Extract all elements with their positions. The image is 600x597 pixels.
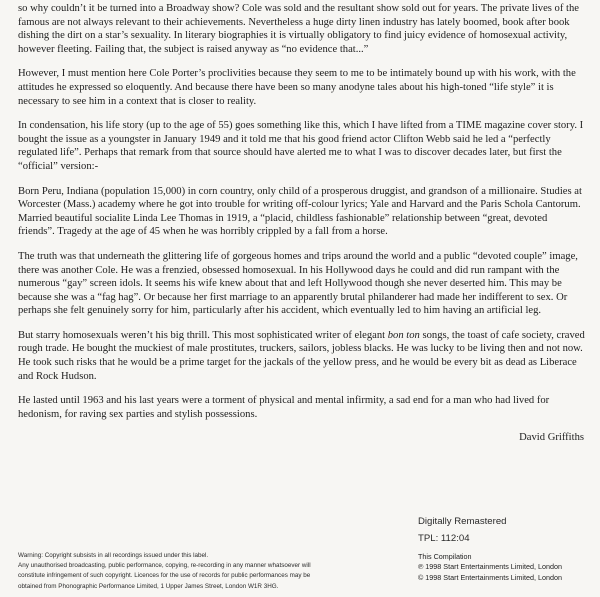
catalogue-number: TPL: 112:04 — [418, 533, 470, 544]
essay-paragraph-5: The truth was that underneath the glittering life of gorgeous homes and trips around the world and a public “devoted couple” image, there was another Cole. He was a frenzied, obsessed homosexual. In his Hollywood days he could and did run rampant with the numerous “gay” screen idols. It seems his wife knew about that and left Hollywood though she never deserted him. This may be because she was a “fag hag”. Or because her first marriage to an apparently brutal philanderer had made her indifferent to sex. Or perhaps she felt genuinely sorry for him, particularly after his accident, which eventually led to him having an artificial leg. — [18, 250, 578, 317]
essay-paragraph-3: In condensation, his life story (up to the age of 55) goes something like this, which I have lifted from a TIME magazine cover story. I bought the issue as a youngster in January 1949 and it told me that his good friend actor Clifton Webb said he led a “perfectly regulated life”. Perhaps that remark from that source should have alerted me to what I was to discover decades later, but first the “official” version:- — [18, 120, 584, 172]
author-signature: David Griffiths — [519, 432, 584, 443]
liner-notes-essay — [18, 2, 586, 432]
essay-paragraph-6 — [18, 329, 586, 383]
phonogram-copyright: ℗ 1998 Start Entertainments Limited, London — [418, 562, 562, 572]
essay-paragraph-7: He lasted until 1963 and his last years were a torment of physical and mental infirmity, a sad end for a man who had lived for hedonism, for raving sex parties and stylish possessions. — [18, 395, 550, 420]
essay-paragraph-6-end: songs, the toast of cafe society, craved rough trade. He bought the muckiest of male prostitutes, truckers, sailors, jobless blacks. He was lucky to be living then and not now. He took such risks that he would be a prime target for the jackals of the yellow press, and he would be every bit as dead as Liberace and Rock Hudson. — [18, 329, 585, 382]
remaster-label: Digitally Remastered — [418, 516, 507, 527]
warning-line-3: constitute infringement of such copyright. Licences for the use of records for public performances may be — [18, 572, 311, 580]
warning-line-1: Warning: Copyright subsists in all recordings issued under this label. — [18, 552, 209, 559]
warning-line-4: obtained from Phonographic Performance Limited, 1 Upper James Street, London W1R 3HG. — [18, 582, 279, 590]
essay-paragraph-6-start: But starry homosexuals weren’t his big thrill. This most sophisticated writer of elegant — [18, 329, 388, 341]
essay-paragraph-4: Born Peru, Indiana (population 15,000) in corn country, only child of a prosperous druggist, and grandson of a millionaire. Studies at Worcester (Mass.) academy where he got into trouble for writing off-colour lyrics; Yale and Harvard and the Paris Schola Cantorum. Married beautiful socialite Linda Lee Thomas in 1919, a “placid, childless fashionable” relationship between “great, devoted friends”. Tragedy at the age of 45 when he was horribly crippled by a fall from a horse. — [18, 185, 582, 238]
compilation-label: This Compilation — [418, 552, 472, 561]
copyright-warning — [18, 551, 338, 592]
copyright-notice: © 1998 Start Entertainments Limited, London — [418, 572, 562, 582]
warning-line-2: Any unauthorised broadcasting, public performance, copying, re-recording in any manner whatsoever will — [18, 562, 311, 570]
essay-paragraph-6-italic: bon ton — [387, 329, 420, 341]
remaster-info — [418, 516, 507, 550]
essay-paragraph-1: so why couldn’t it be turned into a Broadway show? Cole was sold and the resultant show sold out for years. The private lives of the famous are not always relevant to their achievements. Nevertheless a huge dirty linen industry has lately boomed, book after book dishing the dirt on a star’s sexuality. In literary biographies it is virtually obligatory to find juicy evidence of homosexual activity, however fleeting. Failing that, the subject is raised anyway as “no evidence that...” — [18, 3, 579, 55]
essay-paragraph-2: However, I must mention here Cole Porter’s proclivities because they seem to me to be intimately bound up with his work, with the attitudes he expressed so eloquently. And because there have been so many anodyne tales about his high-toned “life style” it is necessary to see him in a context that is closer to reality. — [18, 68, 576, 107]
copyright-block — [418, 552, 562, 583]
